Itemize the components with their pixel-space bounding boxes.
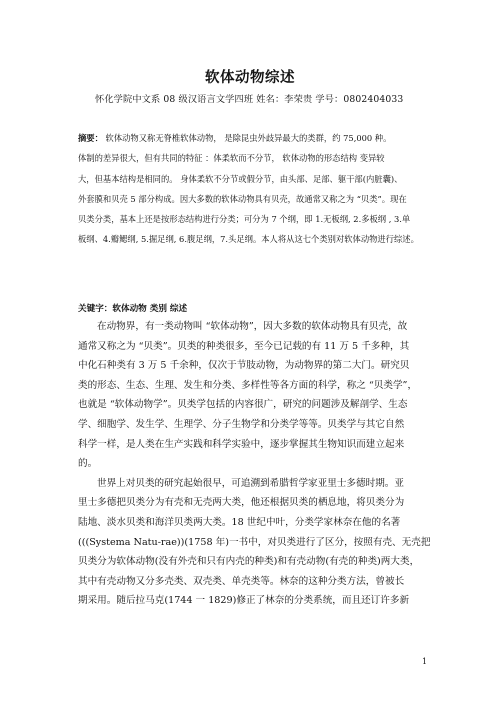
abstract-line: 体制的差异很大，但有共同的特征 ：体柔软而不分节， 软体动物的形态结构 变异较 [78,153,385,164]
paragraph-2 [78,474,430,611]
page-number: 1 [422,657,428,666]
abstract [78,128,430,250]
body-line: 世界上对贝类的研究起始很早，可追溯到希腊哲学家亚里士多德时期。亚 [97,477,404,489]
document-title: 软体动物综述 [205,69,295,86]
body-line: 贝类分为软体动物(没有外壳和只有内壳的种类)和有壳动物(有壳的种类)两大类， [78,556,420,568]
body-line: 陆地、淡水贝类和海洋贝类两大类。18 世纪中叶，分类学家林奈在他的名著 [78,516,401,528]
body-line: 也就是 “软体动物学”。贝类学包括的内容很广，研究的问题涉及解剖学、生态 [78,399,408,411]
body-line: 期采用。随后拉马克(1744 一 1829)修正了林奈的分类系统，而且还订许多新 [78,595,410,607]
paragraph-1 [78,317,430,474]
abstract-line: 大，但基本结构是相同的。 身体柔软不分节或假分节，由头部、足部、躯干部(内脏囊)、 [78,173,403,184]
body-line: 在动物界，有一类动物叫 “软体动物”，因大多数的软体动物具有贝壳，故 [97,321,408,332]
keywords: 关键字：软体动物 类别 综述 [78,304,188,314]
body-line: 类的形态、生态、生理、发生和分类、多样性等各方面的科学，称之 “贝类学”， [78,379,418,391]
abstract-line: 摘要： 软体动物又称无脊椎软体动物， 是除昆虫外歧异最大的类群，约 75,000 种。 [78,133,392,143]
body-line: 里士多德把贝类分为有壳和无壳两大类，他还根据贝类的栖息地，将贝类分为 [78,497,405,509]
body-line: 中化石种类有 3 万 5 千余种，仅次于节肢动物，为动物界的第二大门。研究贝 [78,360,410,372]
abstract-line: 贝类分类，基本上还是按形态结构进行分类；可分为 7 个纲，即 1.无板纲, 2.多板纲 , 3.单 [78,214,411,225]
body-line: 的。 [78,458,98,470]
abstract-line: 板纲、4.瓣鳃纲, 5.掘足纲, 6.腹足纲，7.头足纲。本人将从这七个类别对软体动物进行综述。 [78,234,419,245]
author-line: 怀化学院中文系 08 级汉语言文学四班 姓名：李荣贵 学号：0802404033 [95,94,404,105]
body-line: 学、细胞学、发生学、生理学、分子生物学和分类学等等。贝类学与其它自然 [78,418,405,430]
abstract-line: 外套膜和贝壳 5 部分构成。因大多数的软体动物具有贝壳，故通常又称之为 “贝类”。现在 [78,193,407,204]
body-line: 科学一样，是人类在生产实践和科学实验中，逐步掌握其生物知识而建立起来 [78,438,405,450]
body-line: 其中有壳动物又分多壳类、双壳类、单壳类等。林奈的这种分类方法，曾被长 [78,575,405,587]
abstract-label: 摘要： [78,133,103,143]
body-text [78,317,430,611]
body-line: (((Systema Natu-rae))(1758 年)一书中，对贝类进行了区分，按照有壳、无壳把 [78,536,430,548]
body-line: 通常又称之为 “贝类”。贝类的种类很多，至今已记载的有 11 万 5 千多种，其 [78,340,410,352]
